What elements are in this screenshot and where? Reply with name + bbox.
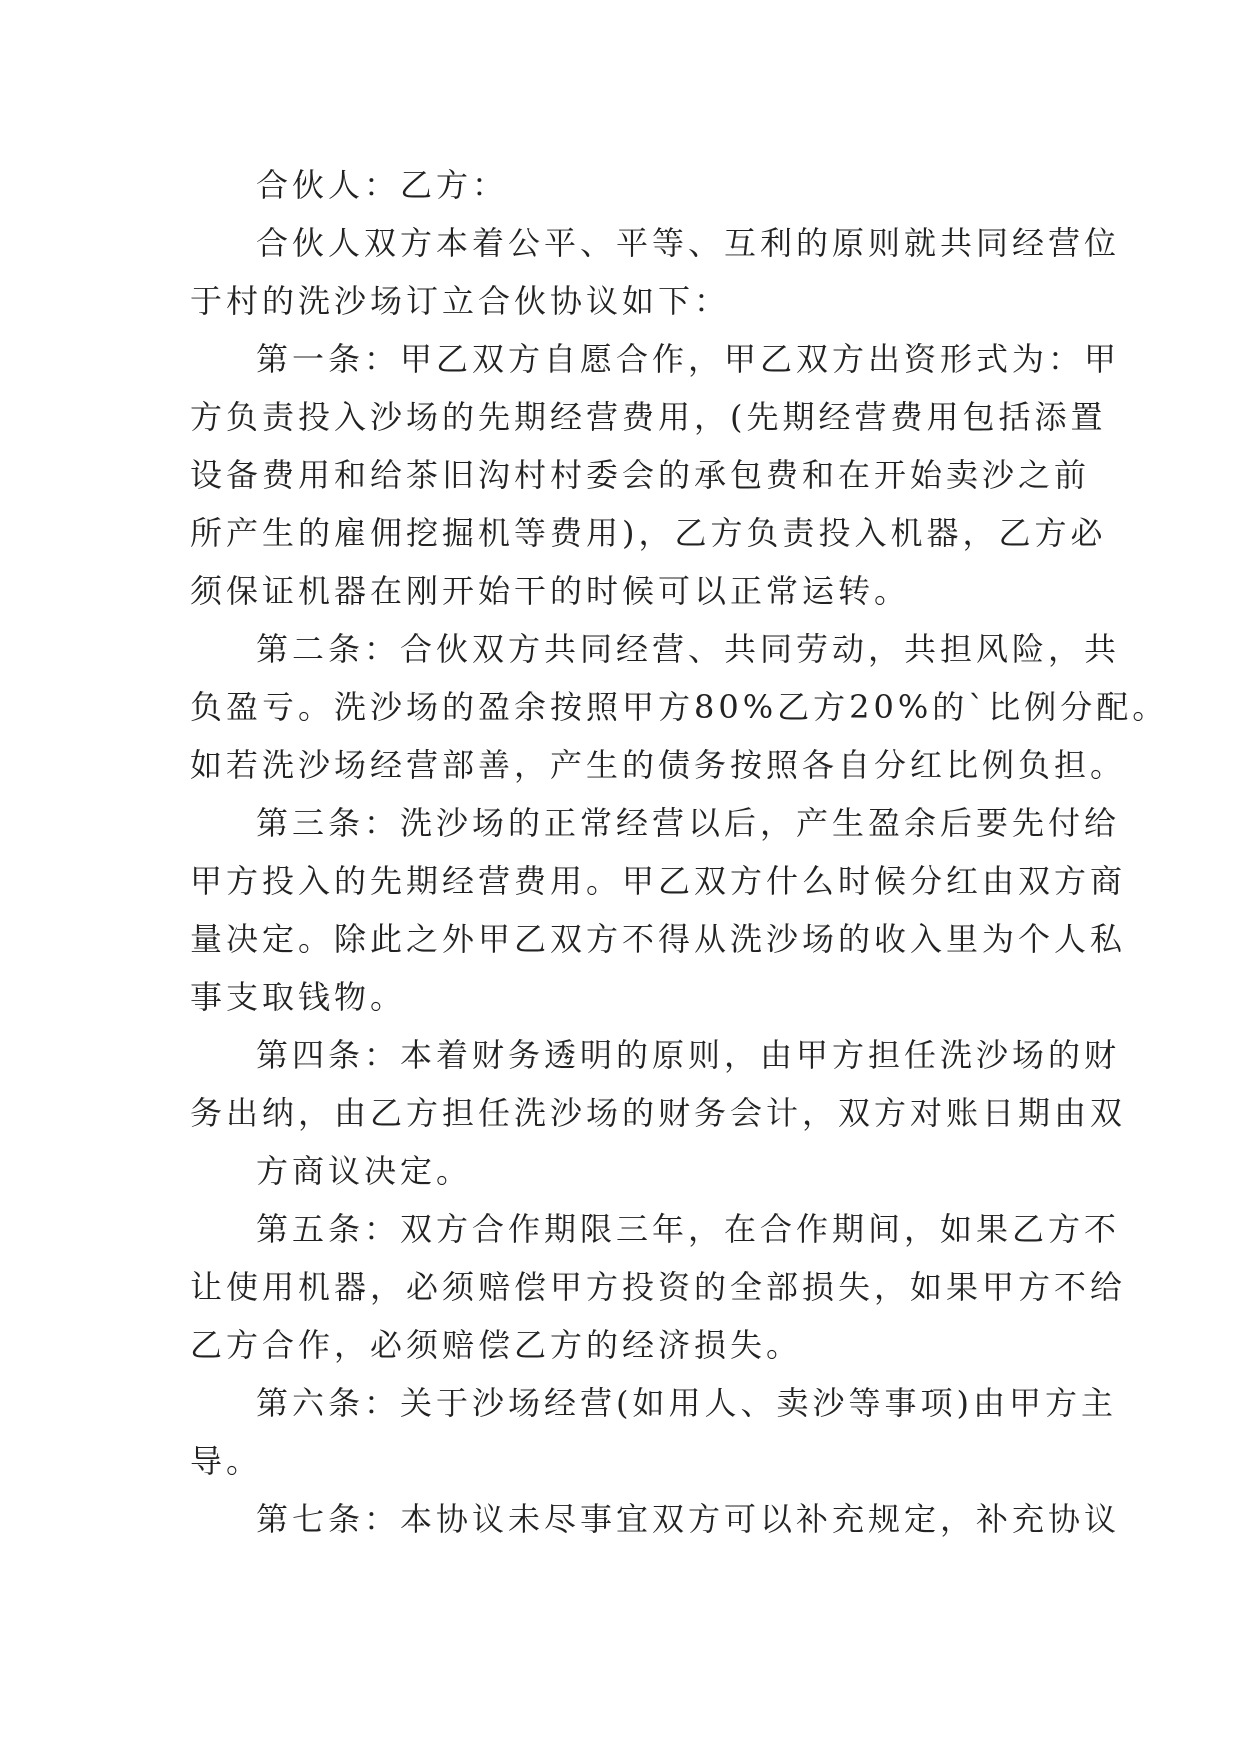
text-line: 第一条：甲乙双方自愿合作，甲乙双方出资形式为：甲 [256,340,1121,378]
text-line: 量决定。除此之外甲乙双方不得从洗沙场的收入里为个人私 [190,920,1127,958]
text-line: 设备费用和给茶旧沟村村委会的承包费和在开始卖沙之前 [190,456,1091,494]
text-line: 第三条：洗沙场的正常经营以后，产生盈余后要先付给 [256,804,1121,842]
text-line: 须保证机器在刚开始干的时候可以正常运转。 [190,572,911,610]
text-line: 于村的洗沙场订立合伙协议如下： [190,282,731,320]
text-line: 第四条：本着财务透明的原则，由甲方担任洗沙场的财 [256,1036,1121,1074]
text-line: 乙方合作，必须赔偿乙方的经济损失。 [190,1326,803,1364]
text-line: 如若洗沙场经营部善，产生的债务按照各自分红比例负担。 [190,746,1127,784]
text-line: 合伙人双方本着公平、平等、互利的原则就共同经营位 [256,224,1121,262]
text-line: 第二条：合伙双方共同经营、共同劳动，共担风险，共 [256,630,1121,668]
text-line: 所产生的雇佣挖掘机等费用)，乙方负责投入机器，乙方必 [190,514,1107,552]
text-line: 让使用机器，必须赔偿甲方投资的全部损失，如果甲方不给 [190,1268,1127,1306]
text-line: 务出纳，由乙方担任洗沙场的财务会计，双方对账日期由双 [190,1094,1127,1132]
text-line: 方负责投入沙场的先期经营费用，(先期经营费用包括添置 [190,398,1107,436]
text-line: 第五条：双方合作期限三年，在合作期间，如果乙方不 [256,1210,1121,1248]
text-line: 甲方投入的先期经营费用。甲乙双方什么时候分红由双方商 [190,862,1127,900]
text-line: 事支取钱物。 [190,978,407,1016]
text-line: 方商议决定。 [256,1152,473,1190]
text-line: 第七条：本协议未尽事宜双方可以补充规定，补充协议 [256,1500,1121,1538]
text-line: 合伙人：乙方： [256,166,509,204]
text-line: 负盈亏。洗沙场的盈余按照甲方80%乙方20%的`比例分配。 [190,688,1169,726]
agreement-body [190,156,1169,1548]
text-line: 导。 [190,1442,263,1480]
text-line: 第六条：关于沙场经营(如用人、卖沙等事项)由甲方主 [256,1384,1117,1422]
